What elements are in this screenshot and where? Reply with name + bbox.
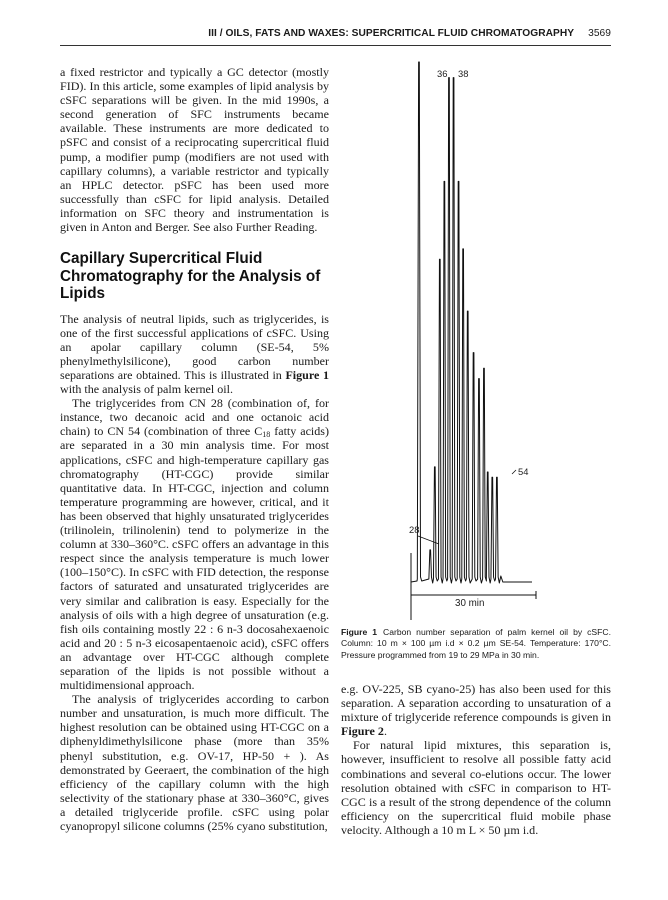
left-column <box>60 65 329 833</box>
time-scale-label: 30 min <box>455 598 485 609</box>
running-head-title: III / OILS, FATS AND WAXES: SUPERCRITICAL FLUID CHROMATOGRAPHY <box>208 28 575 39</box>
paragraph-right-continued <box>341 682 611 738</box>
section-heading: Capillary Supercritical Fluid Chromatography for the Analysis of Lipids <box>60 250 321 303</box>
paragraph-right-2: For natural lipid mixtures, this separation is, however, insufficient to resolve all possible fatty acid combinations and several co-elutions occur. The lower resolution obtained with cSFC in comparison to HT-CGC is a result of the strong dependence of the column efficiency on the supercritical fluid mobile phase velocity. Although a 10 m L × 50 µm i.d. <box>341 738 611 837</box>
peak-label-54: 54 <box>518 466 529 477</box>
paragraph-continued: a fixed restrictor and typically a GC detector (mostly FID). In this article, some examples of lipid analysis by cSFC separations will be given. In the mid 1990s, a second generation of SFC instruments became available. These instruments are more dedicated to pSFC and consist of a reciprocating supercritical fluid pump, a modifier pump (modifiers are not used with capillary columns), a variable restrictor and typically an HPLC detector. pSFC has been used more successfully than cSFC for lipid analysis. Detailed information on SFC theory and instrumentation is given in Anton and Berger. See also Further Reading. <box>60 65 329 235</box>
paragraph-1-text-end: with the analysis of palm kernel oil. <box>60 382 233 397</box>
paragraph-right-text-end: . <box>383 724 387 739</box>
running-head <box>60 28 611 46</box>
caption-figure-number: Figure 1 <box>341 627 378 637</box>
peak-label-38: 38 <box>458 68 469 79</box>
figure-1-chromatogram <box>395 60 555 620</box>
figure-2-reference[interactable]: Figure 2 <box>341 724 384 739</box>
subscript-18: 18 <box>262 430 271 440</box>
paragraph-1-text: The analysis of neutral lipids, such as triglycerides, is one of the first successful applications of cSFC. Using an apolar capillary column (SE-54, 5% phenylmethylsilicone), good carbon number separations are obtained. This is illustrated in <box>60 311 329 382</box>
page-number: 3569 <box>588 28 611 39</box>
peak-label-36: 36 <box>437 68 448 79</box>
figure-1-reference[interactable]: Figure 1 <box>285 368 329 382</box>
paragraph-2-text: The triglycerides from CN 28 (combination of, for instance, two decanoic acid and one octanoic acid chain) to CN 54 (combination of three C <box>60 396 329 439</box>
paragraph-2 <box>60 396 329 692</box>
chromatogram-plot <box>395 60 555 620</box>
figure-1-caption <box>341 627 611 661</box>
right-column <box>341 682 611 837</box>
paragraph-1 <box>60 312 329 397</box>
chromatogram-trace <box>411 62 532 583</box>
paragraph-3: The analysis of triglycerides according to carbon number and unsaturation, is much more difficult. The highest resolution can be obtained using HT-CGC on a diphenyldimethylsilicone phase (more than 35% phenyl substitution, e.g. OV-17, HP-50 + ). As demonstrated by Geeraert, the combination of the high efficiency of the capillary column with the high selectivity of the stationary phase at 330–360°C, gives a detailed triglyceride profile. cSFC using polar cyanopropyl silicone columns (25% cyano substitution, <box>60 692 329 833</box>
paragraph-right-text: e.g. OV-225, SB cyano-25) has also been used for this separation. A separation according to unsaturation of a mixture of triglyceride reference compounds is given in <box>341 682 611 725</box>
peak-54-leader-line <box>512 470 516 474</box>
peak-label-28: 28 <box>409 524 420 535</box>
caption-text: Carbon number separation of palm kernel oil by cSFC. Column: 10 m × 100 µm i.d × 0.2 µm SE-54. Temperature: 170°C. Pressure programmed from 19 to 29 MPa in 30 min. <box>341 627 611 660</box>
paragraph-2-text-end: fatty acids) are separated in a 30 min analysis time. For most applications, cSFC and high-temperature capillary gas chromatography (HT-CGC) provide similar quantitative data. In HT-CGC, injection and column temperature programming are however, critical, and it has been observed that highly unsaturated triglycerides (trilinolein, trilinolenin) tend to polymerize in the column at 330–360°C. cSFC offers an advantage in this respect since the analysis temperature is much lower (100–150°C). In cSFC with FID detection, the response factors of saturated and unsaturated triglycerides are very similar and calibration is easy. Especially for the analysis of oils with a high degree of unsaturation (e.g. fish oils containing mostly 22 : 6 n-3 docosahexaenoic acid and 20 : 5 n-3 eicosapentaenoic acid), cSFC offers an advantage over HT-CGC although complete separation of the lipids is not possible without a multidimensional approach. <box>60 424 329 693</box>
